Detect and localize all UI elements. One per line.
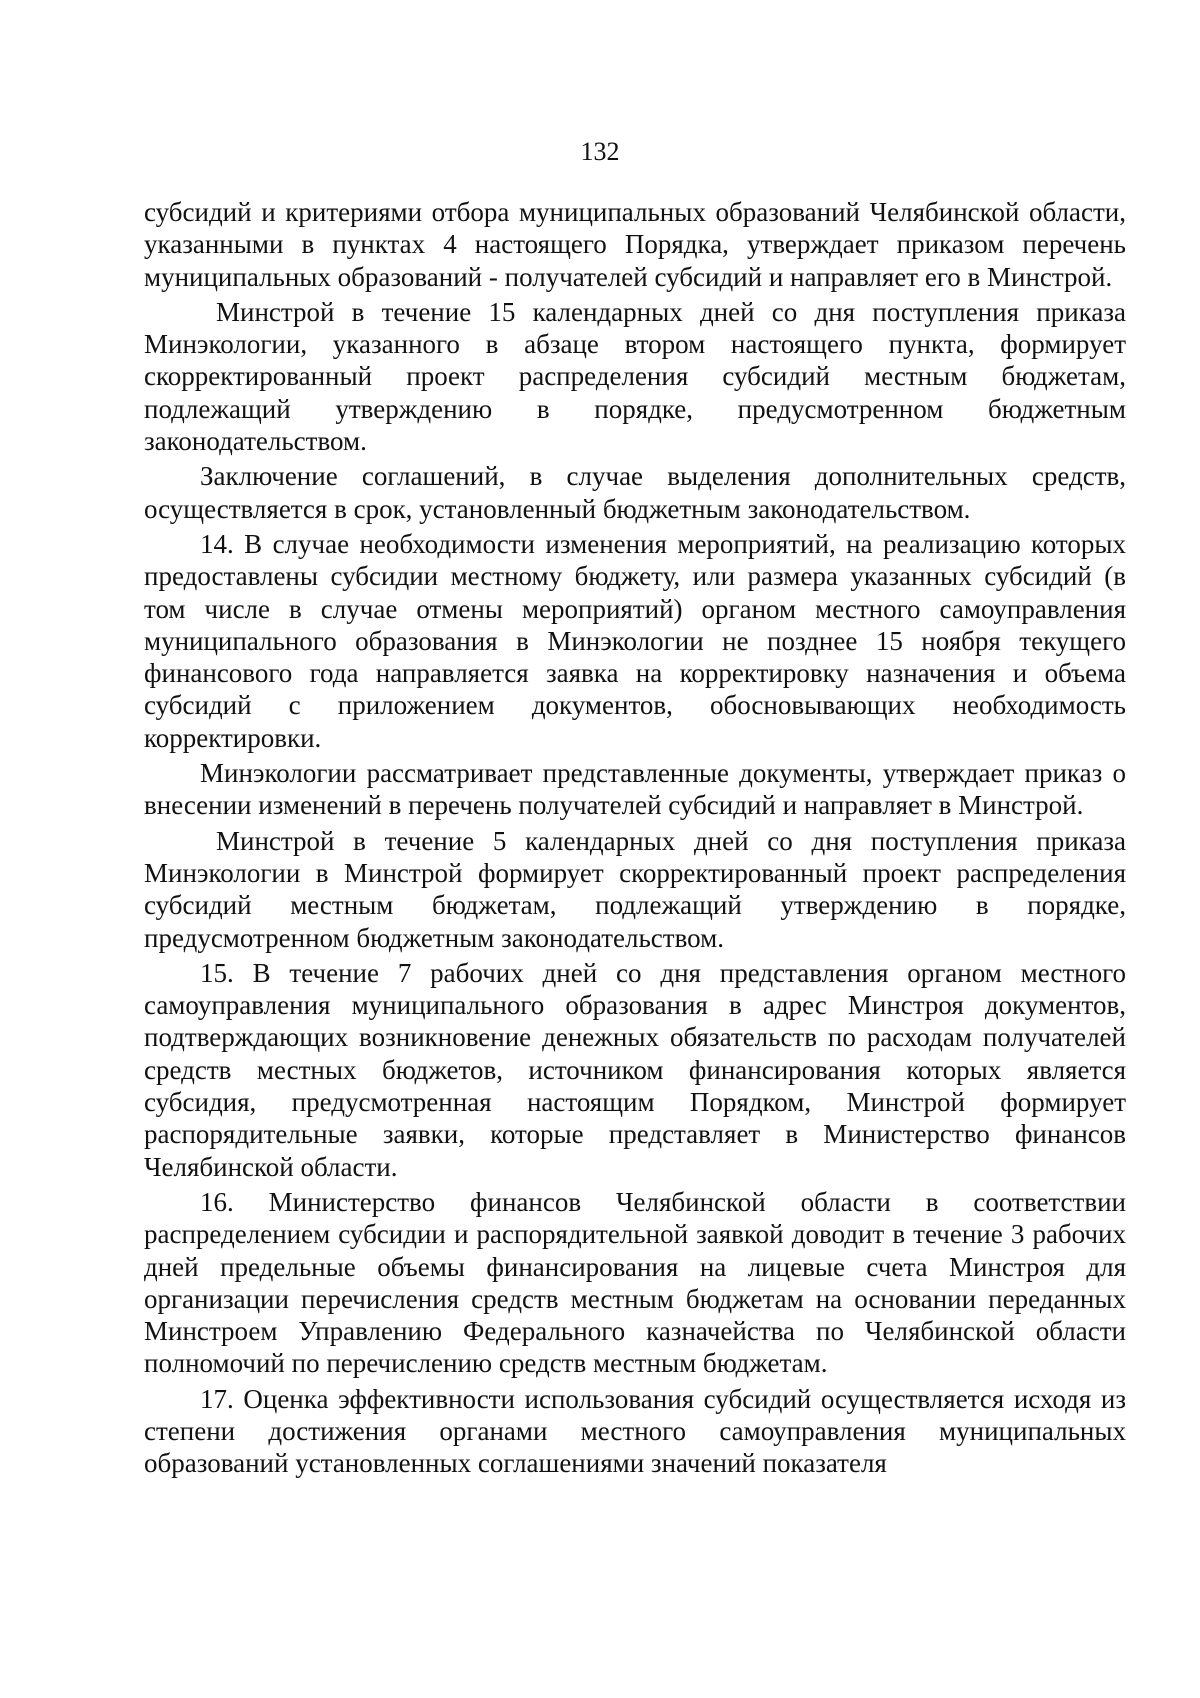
document-body [144,196,1126,1483]
paragraph-agreements: Заключение соглашений, в случае выделения дополнительных средств, осуществляется в срок, установленный бюджетным законодательством. [144,461,1126,524]
paragraph-item-15: 15. В течение 7 рабочих дней со дня представления органом местного самоуправления муниципального образования в адрес Минстроя документов, подтверждающих возникновение денежных обязательств по расходам получателей средств местных бюджетов, источником финансирования которых является субсидия, предусмотренная настоящим Порядком, Минстрой формирует распорядительные заявки, которые представляет в Министерство финансов Челябинской области. [144,957,1126,1182]
page-number: 132 [580,137,620,166]
paragraph-minstroy-15-days: Минстрой в течение 15 календарных дней со дня поступления приказа Минэкологии, указанного в абзаце втором настоящего пункта, формирует скорректированный проект распределения субсидий местным бюджетам, подлежащий утверждению в порядке, предусмотренном бюджетным законодательством. [144,296,1126,457]
paragraph-item-17: 17. Оценка эффективности использования субсидий осуществляется исходя из степени достижения органами местного самоуправления муниципальных образований установленных соглашениями значений показателя [144,1383,1126,1479]
paragraph-item-16: 16. Министерство финансов Челябинской области в соответствии распределением субсидии и распорядительной заявкой доводит в течение 3 рабочих дней предельные объемы финансирования на лицевые счета Минстроя для организации перечисления средств местным бюджетам на основании переданных Минстроем Управлению Федерального казначейства по Челябинской области полномочий по перечислению средств местным бюджетам. [144,1186,1126,1379]
paragraph-minstroy-5-days: Минстрой в течение 5 календарных дней со дня поступления приказа Минэкологии в Минстрой формирует скорректированный проект распределения субсидий местным бюджетам, подлежащий утверждению в порядке, предусмотренном бюджетным законодательством. [144,825,1126,953]
paragraph-minecology-review: Минэкологии рассматривает представленные документы, утверждает приказ о внесении изменений в перечень получателей субсидий и направляет в Минстрой. [144,758,1126,821]
paragraph-item-14: 14. В случае необходимости изменения мероприятий, на реализацию которых предоставлены субсидии местному бюджету, или размера указанных субсидий (в том числе в случае отмены мероприятий) органом местного самоуправления муниципального образования в Минэкологии не позднее 15 ноября текущего финансового года направляется заявка на корректировку назначения и объема субсидий с приложением документов, обосновывающих необходимость корректировки. [144,528,1126,753]
paragraph-continuation: субсидий и критериями отбора муниципальных образований Челябинской области, указанными в пунктах 4 настоящего Порядка, утверждает приказом перечень муниципальных образований - получателей субсидий и направляет его в Минстрой. [144,197,1126,292]
